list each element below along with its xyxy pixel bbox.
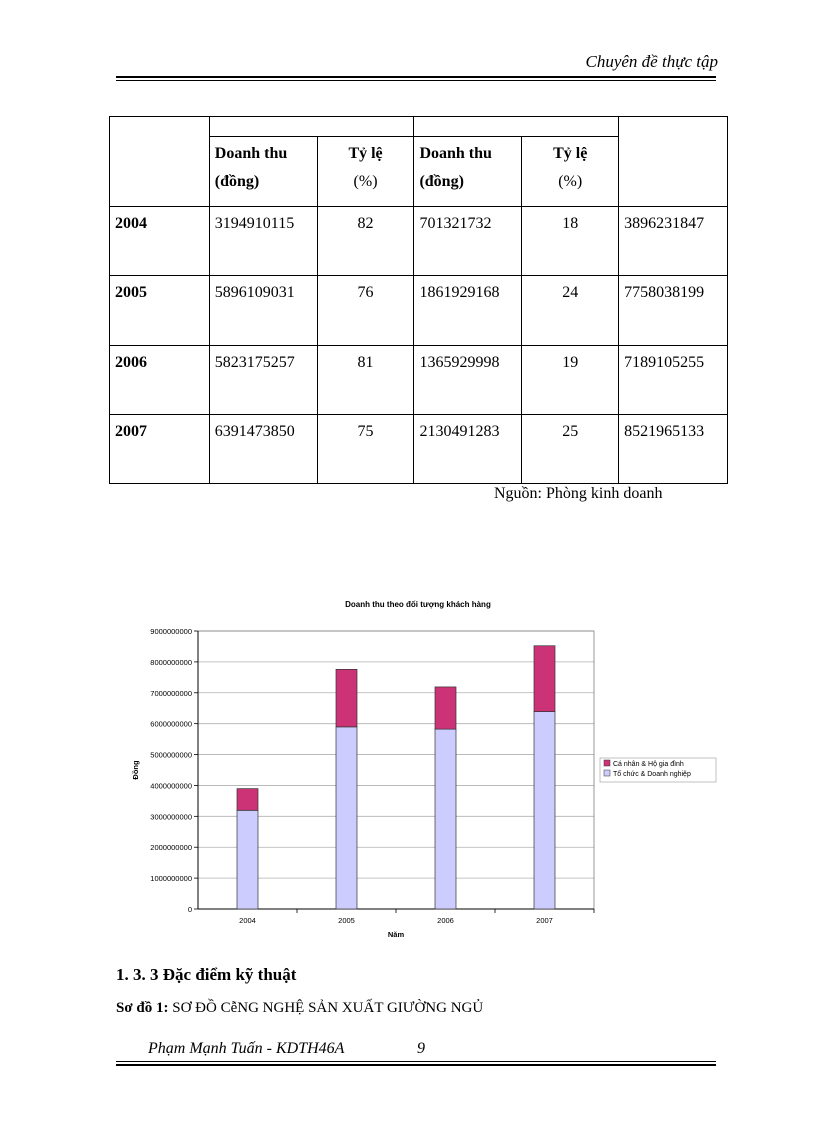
cell-ind-ratio: 19 <box>522 345 619 414</box>
chart-legend-swatch <box>604 760 610 766</box>
diagram-title-text: SƠ ĐỒ CễNG NGHỆ SẢN XUẤT GIƯỜNG NGỦ <box>168 1000 484 1016</box>
cell-ind-revenue: 2130491283 <box>414 414 522 483</box>
table-row <box>110 414 728 483</box>
chart-bar <box>534 646 555 712</box>
cell-org-revenue: 5896109031 <box>209 276 317 345</box>
cell-year: 2007 <box>110 414 210 483</box>
chart-legend-label: Cá nhân & Hộ gia đình <box>613 761 684 768</box>
revenue-table <box>109 116 728 484</box>
col-header-ratio: Tỷ lệ <box>317 137 414 169</box>
chart-legend-swatch <box>604 770 610 776</box>
cell-ind-revenue: 1861929168 <box>414 276 522 345</box>
chart-bar <box>534 712 555 909</box>
chart-y-tick-label: 5000000000 <box>150 750 192 760</box>
col-header-ratio: Tỷ lệ <box>522 137 619 169</box>
cell-year: 2006 <box>110 345 210 414</box>
table-group-header <box>414 117 619 137</box>
chart-y-tick-label: 7000000000 <box>150 688 192 698</box>
cell-org-ratio: 82 <box>317 207 414 276</box>
diagram-title <box>116 1000 483 1017</box>
chart-y-tick-label: 9000000000 <box>150 627 192 636</box>
chart-y-tick-label: 6000000000 <box>150 719 192 729</box>
cell-total: 7758038199 <box>619 276 728 345</box>
col-subheader-unit: (đồng) <box>209 169 317 207</box>
footer-author: Phạm Mạnh Tuấn - KDTH46A <box>148 1040 345 1057</box>
cell-org-revenue: 5823175257 <box>209 345 317 414</box>
table-corner-cell <box>110 117 210 207</box>
chart-legend-label: Tổ chức & Doanh nghiệp <box>613 771 691 778</box>
cell-org-revenue: 3194910115 <box>209 207 317 276</box>
cell-total: 8521965133 <box>619 414 728 483</box>
chart-bar <box>435 687 456 729</box>
chart-bar <box>237 810 258 909</box>
cell-total: 7189105255 <box>619 345 728 414</box>
col-header-revenue: Doanh thu <box>209 137 317 169</box>
cell-ind-ratio: 24 <box>522 276 619 345</box>
chart-x-tick-label: 2006 <box>437 916 454 925</box>
cell-year: 2004 <box>110 207 210 276</box>
chart-x-tick-label: 2005 <box>338 916 355 925</box>
chart-title: Doanh thu theo đối tượng khách hàng <box>345 600 491 609</box>
cell-org-ratio: 75 <box>317 414 414 483</box>
revenue-chart-svg <box>120 588 720 948</box>
cell-ind-ratio: 18 <box>522 207 619 276</box>
chart-x-axis-label: Năm <box>387 930 405 939</box>
chart-bar <box>336 669 357 727</box>
table-source: Nguồn: Phòng kinh doanh <box>494 485 663 502</box>
col-subheader-unit: (%) <box>522 169 619 207</box>
chart-y-tick-label: 0 <box>187 905 192 914</box>
col-subheader-unit: (%) <box>317 169 414 207</box>
table-row <box>110 276 728 345</box>
table-total-header <box>619 117 728 207</box>
col-header-revenue: Doanh thu <box>414 137 522 169</box>
chart-y-tick-label: 3000000000 <box>150 812 192 822</box>
table-group-header <box>209 117 414 137</box>
table-row <box>110 345 728 414</box>
chart-x-tick-label: 2007 <box>536 916 553 925</box>
cell-ind-revenue: 1365929998 <box>414 345 522 414</box>
cell-org-revenue: 6391473850 <box>209 414 317 483</box>
chart-y-tick-label: 8000000000 <box>150 657 192 667</box>
page-header-title: Chuyên đề thực tập <box>585 52 718 71</box>
chart-y-tick-label: 1000000000 <box>150 874 192 884</box>
revenue-chart <box>120 588 720 948</box>
header-rule-thick <box>116 76 716 78</box>
footer-rule-thick <box>116 1064 716 1066</box>
cell-org-ratio: 81 <box>317 345 414 414</box>
chart-bar <box>237 789 258 811</box>
diagram-label: Sơ đồ 1: <box>116 1000 169 1016</box>
table-group-row <box>110 117 728 137</box>
cell-ind-ratio: 25 <box>522 414 619 483</box>
section-heading: 1. 3. 3 Đặc điểm kỹ thuật <box>116 965 297 984</box>
footer-page-number: 9 <box>417 1040 425 1057</box>
cell-total: 3896231847 <box>619 207 728 276</box>
col-subheader-unit: (đồng) <box>414 169 522 207</box>
cell-org-ratio: 76 <box>317 276 414 345</box>
footer-rule-thin <box>116 1061 716 1062</box>
chart-y-tick-label: 4000000000 <box>150 781 192 791</box>
cell-year: 2005 <box>110 276 210 345</box>
chart-x-tick-label: 2004 <box>239 916 256 925</box>
chart-bar <box>435 729 456 909</box>
chart-bar <box>336 727 357 909</box>
table-row <box>110 207 728 276</box>
chart-y-tick-label: 2000000000 <box>150 843 192 853</box>
header-rule-thin <box>116 80 716 81</box>
cell-ind-revenue: 701321732 <box>414 207 522 276</box>
chart-y-axis-label: Đồng <box>131 760 140 780</box>
